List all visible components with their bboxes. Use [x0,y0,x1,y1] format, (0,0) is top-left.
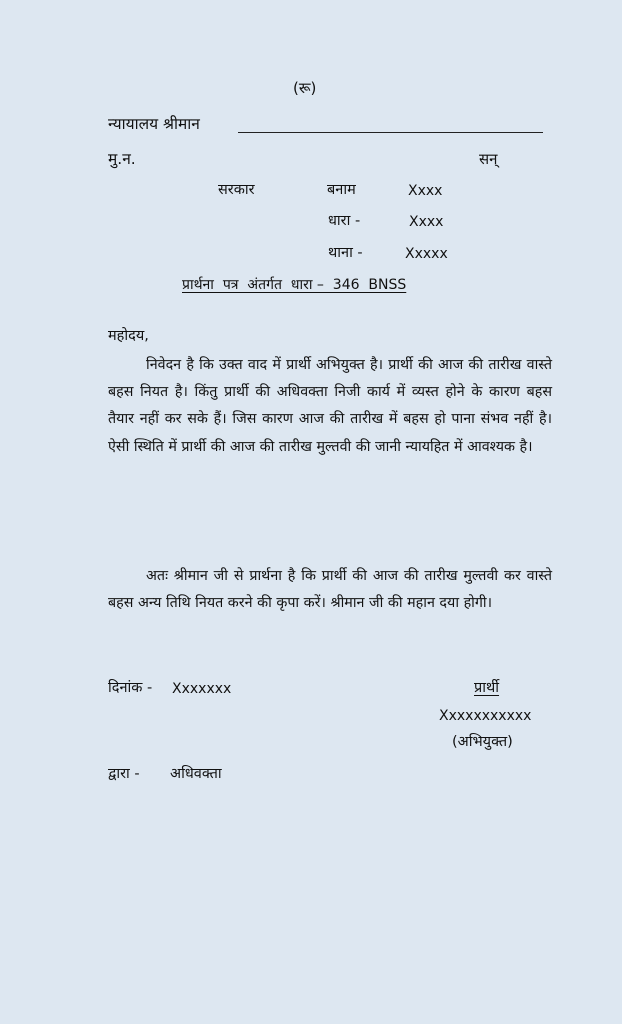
police-station-label: थाना - [328,245,363,261]
versus-label: बनाम [327,182,356,198]
applicant-role: (अभियुक्त) [452,734,513,750]
case-number-label: मु.न. [108,150,136,168]
party-two: Xxxx [408,183,443,199]
date-label: दिनांक - [108,680,153,696]
advocate-label: अधिवक्ता [170,766,222,782]
section-label: धारा - [328,213,361,229]
date-value: Xxxxxxx [172,681,232,697]
stamp-mark: (रू) [293,79,317,97]
through-label: द्वारा - [108,766,140,782]
court-name-blank-line [238,132,543,133]
paragraph-one: निवेदन है कि उक्त वाद में प्रार्थी अभियुक्त है। प्रार्थी की आज की तारीख वास्ते बहस नियत है। किंतु प्रार्थी की अधिवक्ता निजी कार्य में व्यस्त होने के कारण बहस तैयार नहीं कर सके हैं। जिस कारण आज की तारीख में बहस हो पाना संभव नहीं है। ऐसी स्थिति में प्रार्थी की आज की तारीख मुल्तवी की जानी न्यायहित में आवश्यक है। [108,357,552,455]
court-label: न्यायालय श्रीमान [108,115,200,133]
applicant-label: प्रार्थी [474,680,500,696]
subject-line: प्रार्थना पत्र अंतर्गत धारा – 346 BNSS [182,277,407,293]
police-station-value: Xxxxx [405,246,448,262]
party-one: सरकार [218,182,255,198]
paragraph-two: अतः श्रीमान जी से प्रार्थना है कि प्रार्थी की आज की तारीख मुल्तवी कर वास्ते बहस अन्य तिथि नियत करने की कृपा करें। श्रीमान जी की महान दया होगी। [108,568,552,612]
year-label: सन् [479,150,498,168]
section-value: Xxxx [409,214,444,230]
applicant-name: Xxxxxxxxxxx [439,708,532,724]
salutation: महोदय, [108,328,149,344]
